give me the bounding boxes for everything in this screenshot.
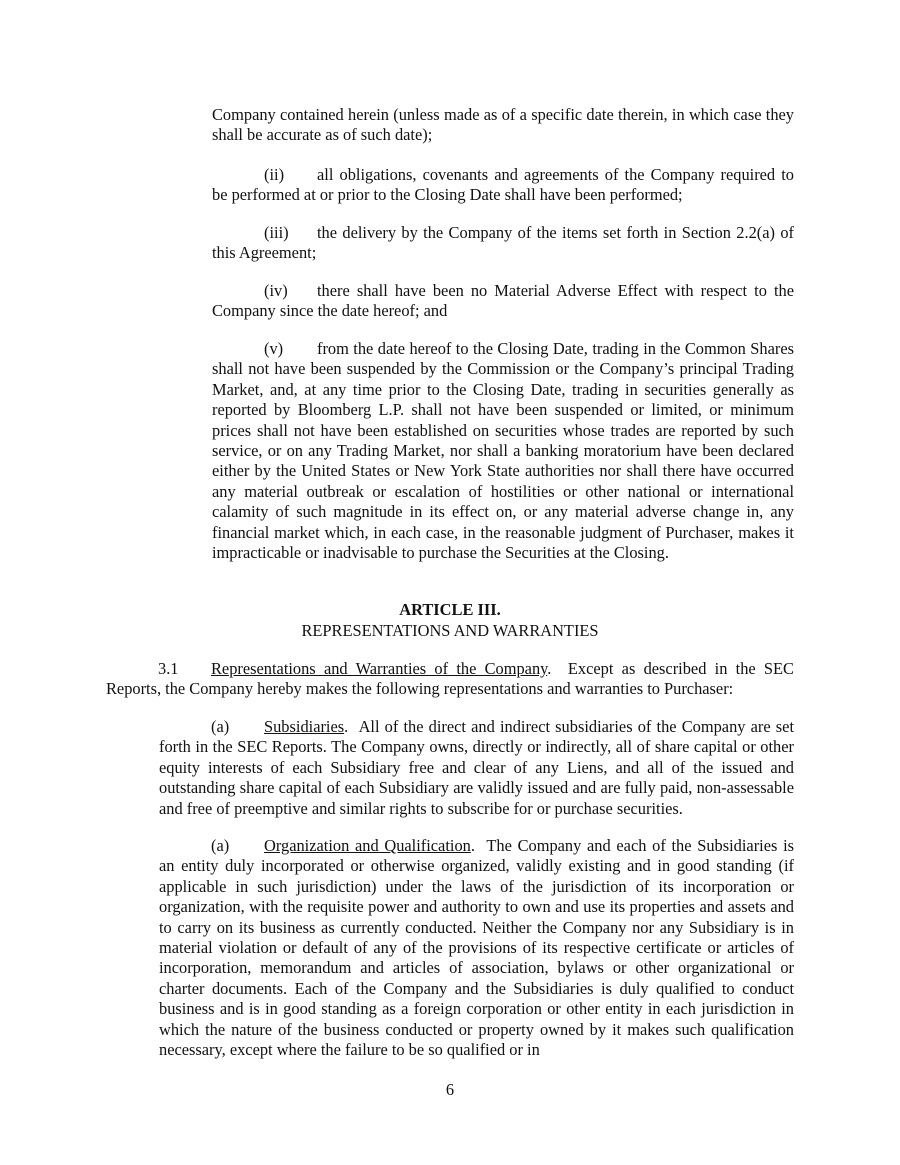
condition-text: the delivery by the Company of the items set forth in Section 2.2(a) of this Agreement; — [212, 223, 794, 263]
subsection-subsidiaries: (a) Subsidiaries. All of the direct and indirect subsidiaries of the Company are set forth in the SEC Reports. The Company owns, directly or indirectly, all of share capital or other equity interests of each Subsidiary free and clear of any Liens, and all of the issued and outstanding share capital of each Subsidiary are validly issued and are fully paid, non-assessable and free of preemptive and similar rights to subscribe for or purchase securities. — [159, 717, 794, 818]
section-number: 3.1 — [158, 659, 179, 678]
condition-number: (iii) — [264, 223, 289, 242]
subsection-text: The Company and each of the Subsidiaries is an entity duly incorporated or otherwise organized, validly existing and in good standing (if applicable in such jurisdiction) under the laws of the jurisdiction of its incorporation or organization, with the requisite power and authority to own and use its properties and assets and to carry on its business as currently conducted. Neither the Company nor any Subsidiary is in material violation or default of any of the provisions of its respective certificate or articles of incorporation, memorandum and articles of association, bylaws or other organizational or charter documents. Each of the Company and the Subsidiaries is duly qualified to conduct business and is in good standing as a foreign corporation or other entity in each jurisdiction in which the nature of the business conducted or property owned by it makes such qualification necessary, except where the failure to be so qualified or in — [159, 836, 795, 1060]
subsection-organization: (a) Organization and Qualification. The Company and each of the Subsidiaries is an entity duly incorporated or otherwise organized, validly existing and in good standing (if applicable in such jurisdiction) under the laws of the jurisdiction of its incorporation or organization, with the requisite power and authority to own and use its properties and assets and to carry on its business as currently conducted. Neither the Company nor any Subsidiary is in material violation or default of any of the provisions of its respective certificate or articles of incorporation, memorandum and articles of association, bylaws or other organizational or charter documents. Each of the Company and the Subsidiaries is duly qualified to conduct business and is in good standing as a foreign corporation or other entity in each jurisdiction in which the nature of the business conducted or property owned by it makes such qualification necessary, except where the failure to be so qualified or in — [159, 836, 795, 1060]
subsection-heading: Organization and Qualification — [264, 836, 471, 855]
section-3-1: 3.1 Representations and Warranties of the Company. Except as described in the SEC Reports, the Company hereby makes the following representations and warranties to Purchaser: — [106, 659, 794, 699]
article-title: ARTICLE III. — [399, 600, 501, 619]
subsection-number: (a) — [211, 717, 230, 736]
condition-iv — [212, 281, 794, 322]
page-number: 6 — [445, 1080, 455, 1099]
subsection-text: All of the direct and indirect subsidiaries of the Company are set forth in the SEC Reports. The Company owns, directly or indirectly, all of share capital or other equity interests of each Subsidiary free and clear of any Liens, and all of the issued and outstanding share capital of each Subsidiary are validly issued and are fully paid, non-assessable and free of preemptive and similar rights to subscribe for or purchase securities. — [159, 717, 794, 818]
condition-number: (ii) — [264, 165, 285, 184]
subsection-number: (a) — [211, 836, 230, 855]
continuation-paragraph — [212, 105, 794, 146]
condition-text: from the date hereof to the Closing Date, trading in the Common Shares shall not have been suspended by the Commission or the Company’s principal Trading Market, and, at any time prior to the Closing Date, trading in securities generally as reported by Bloomberg L.P. shall not have been suspended or limited, or minimum prices shall not have been established on securities whose trades are reported by such service, or on any Trading Market, nor shall a banking moratorium have been declared either by the United States or New York State authorities nor shall there have occurred any material outbreak or escalation of hostilities or other national or international calamity of such magnitude in its effect on, or any material adverse change in, any financial market which, in each case, in the reasonable judgment of Purchaser, makes it impracticable or inadvisable to purchase the Securities at the Closing. — [212, 339, 794, 563]
condition-number: (iv) — [264, 281, 288, 300]
condition-text: there shall have been no Material Adverse Effect with respect to the Company since the date hereof; and — [212, 281, 794, 321]
condition-text: all obligations, covenants and agreements of the Company required to be performed at or prior to the Closing Date shall have been performed; — [212, 165, 794, 205]
continuation-text: Company contained herein (unless made as of a specific date therein, in which case they shall be accurate as of such date); — [212, 105, 794, 145]
condition-v — [212, 339, 794, 563]
section-heading: Representations and Warranties of the Company — [211, 659, 548, 678]
section-text: Except as described in the SEC Reports, the Company hereby makes the following representations and warranties to Purchaser: — [106, 659, 794, 699]
condition-iii — [212, 223, 794, 264]
condition-ii — [212, 165, 794, 206]
condition-number: (v) — [264, 339, 284, 358]
subsection-heading: Subsidiaries — [264, 717, 345, 736]
article-subtitle: REPRESENTATIONS AND WARRANTIES — [301, 621, 599, 640]
